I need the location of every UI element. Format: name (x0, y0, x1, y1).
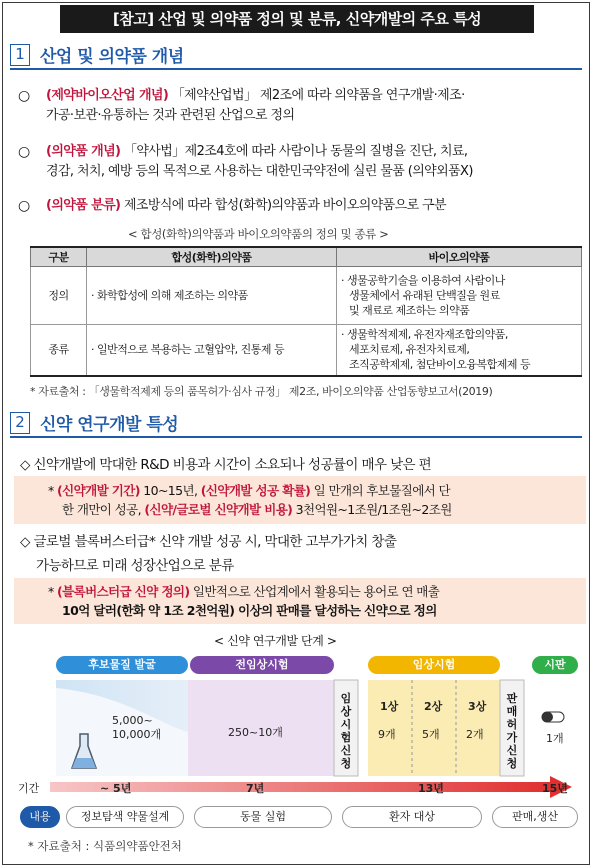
text: 한 개만이 성공, (62, 502, 145, 517)
candidate-count: 5,000~ 10,000개 (112, 714, 162, 741)
col-header: 구분 (31, 247, 87, 266)
label-red: (제약바이오산업 개념) (46, 88, 169, 103)
period: 7년 (246, 782, 265, 795)
trial-phase: 1상 (380, 700, 399, 713)
reference-banner: [참고] 산업 및 의약품 정의 및 분류, 신약개발의 주요 특성 (60, 5, 534, 33)
period: ~ 5년 (100, 782, 132, 795)
text: 「제약산업법」 제2조에 따라 의약품을 연구개발·제조· (171, 88, 465, 103)
content-label: 내용 (20, 806, 60, 828)
drug-development-diagram (10, 654, 582, 834)
label-red: (신약/글로벌 신약개발 비용) (144, 502, 293, 517)
section-2-header (10, 408, 582, 438)
content-pill: 동물 실험 (194, 806, 332, 828)
content-pill: 정보탐색 약물설계 (66, 806, 184, 828)
label-red: (블록버스터급 신약 정의) (57, 584, 190, 599)
cell (337, 266, 582, 324)
text: 경감, 처치, 예방 등의 목적으로 사용하는 대한민국약전에 실린 물품 (의약외품X) (46, 164, 473, 179)
section-title: 산업 및 의약품 개념 (40, 47, 184, 67)
row-label: 종류 (31, 324, 87, 376)
text: 3천억원~1조원/1조원~2조원 (292, 502, 452, 517)
label-red: (의약품 분류) (46, 198, 121, 213)
source-note-2: * 자료출처 : 식품의약품안전처 (28, 839, 182, 853)
text: ◇ 글로벌 블록버스터급* 신약 개발 성공 시, 막대한 고부가가치 창출 (20, 534, 397, 550)
cell: · 화학합성에 의해 제조하는 의약품 (87, 266, 337, 324)
text: 가공·보관·유통하는 것과 관련된 산업으로 정의 (46, 108, 295, 123)
col-header: 합성(화학)의약품 (87, 247, 337, 266)
trial-count: 9개 (378, 728, 396, 741)
note-line (48, 481, 450, 500)
period-label: 기간 (18, 782, 40, 795)
phase-discovery: 후보물질 발굴 (56, 656, 188, 674)
phase-clinical: 임상시험 (368, 656, 500, 674)
section-number: 2 (10, 412, 30, 434)
phase-preclinical: 전임상시험 (190, 656, 334, 674)
table-row (31, 266, 582, 324)
period: 15년 (542, 782, 568, 795)
cell-line: 조직공학제제, 첨단바이오융복합제제 등 (349, 358, 531, 372)
text: 제조방식에 따라 합성(화학)의약품과 바이오의약품으로 구분 (123, 198, 446, 213)
table-caption: < 합성(화학)의약품과 바이오의약품의 정의 및 종류 > (128, 227, 389, 241)
cell-line: 생물체에서 유래된 단백질을 원료 (349, 288, 500, 302)
rd-cost-statement: ◇ 신약개발에 막대한 R&D 비용과 시간이 소요되나 성공률이 매우 낮은 편 (20, 457, 432, 473)
ind-label: 임상시험신청 (340, 692, 352, 770)
trial-phase: 2상 (424, 700, 443, 713)
text: 일 만개의 후보물질에서 단 (310, 483, 451, 498)
preclinical-count: 250~10개 (228, 726, 283, 739)
text: 일반적으로 산업계에서 활용되는 용어로 연 매출 (189, 584, 440, 599)
drug-definition (18, 142, 584, 182)
pill-icon (542, 712, 564, 722)
circle-bullet-icon: ○ (18, 144, 30, 160)
final-count: 1개 (546, 732, 564, 745)
period: 13년 (418, 782, 444, 795)
label-red: (신약개발 성공 확률) (200, 483, 311, 498)
note-line (48, 582, 439, 601)
asterisk-icon: * (48, 483, 58, 498)
trial-phase: 3상 (468, 700, 487, 713)
asterisk-icon: * (48, 584, 58, 599)
circle-bullet-icon: ○ (18, 198, 30, 214)
label-red: (신약개발 기간) (57, 483, 140, 498)
cell-line: 세포치료제, 유전자치료제, (349, 343, 470, 357)
text: 「약사법」제2조4호에 따라 사람이나 동물의 질병을 진단, 치료, (123, 144, 468, 159)
content-pill: 환자 대상 (342, 806, 482, 828)
diagram-caption: < 신약 연구개발 단계 > (214, 634, 337, 648)
trial-count: 2개 (466, 728, 484, 741)
row-label: 정의 (31, 266, 87, 324)
blockbuster-statement (20, 532, 396, 576)
note-line (62, 500, 452, 519)
drug-classification (18, 196, 584, 216)
section-number: 1 (10, 44, 30, 66)
text: 가능하므로 미래 성장산업으로 분류 (36, 558, 234, 574)
cell: · 일반적으로 복용하는 고혈압약, 진통제 등 (87, 324, 337, 376)
cell-line: · 생물공학기술을 이용하여 사람이나 (341, 273, 505, 287)
section-1-header (10, 40, 582, 70)
drug-comparison-table (30, 246, 582, 377)
phase-market: 시판 (532, 656, 578, 674)
section-title: 신약 연구개발 특성 (40, 415, 179, 435)
text: 10~15년, (139, 483, 201, 498)
cell (337, 324, 582, 376)
circle-bullet-icon: ○ (18, 88, 30, 104)
label-red: (의약품 개념) (46, 144, 121, 159)
cell-line: · 생물학적제제, 유전자재조합의약품, (341, 328, 508, 342)
nda-label: 판매허가신청 (506, 692, 518, 770)
col-header: 바이오의약품 (337, 247, 582, 266)
table-row (31, 324, 582, 376)
note-line: 10억 달러(한화 약 1조 2천억원) 이상의 판매를 달성하는 신약으로 정의 (62, 603, 437, 618)
cell-line: 및 재료로 제조하는 의약품 (349, 303, 470, 317)
trial-count: 5개 (422, 728, 440, 741)
industry-definition (18, 86, 584, 126)
source-note: * 자료출처 : 「생물학적제제 등의 품목허가·심사 규정」 제2조, 바이오의약품 산업동향보고서(2019) (30, 385, 493, 398)
content-pill: 판매,생산 (492, 806, 578, 828)
